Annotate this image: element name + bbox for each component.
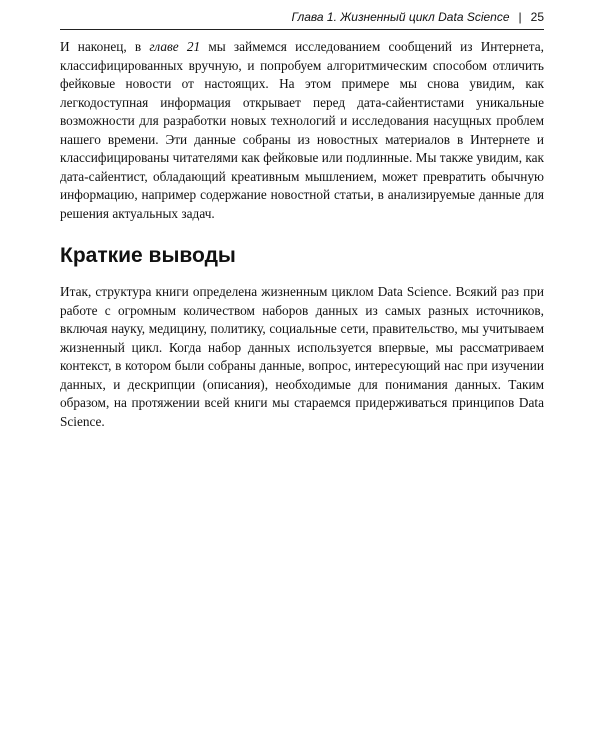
body-paragraph-2: Итак, структура книги определена жизненным циклом Data Science. Всякий раз при работе с огромным количеством наборов данных из самых разных источников, включая науку, медицину, политику, социальные сети, правительство, мы учитываем жизненный цикл. Когда набор данных используется впервые, мы рассматриваем контекст, в котором были собраны данные, вопрос, интересующий нас при изучении данных, и дескрипции (описания), необходимые для понимания данных. Таким образом, на протяжении всей книги мы стараемся придерживаться принципов Data Science. (60, 284, 544, 429)
paragraph-1-rest: мы займемся исследованием сообщений из Интернета, классифицированных вручную, и попробуем алгоритмическим способом отличить фейковые новости от настоящих. На этом примере мы снова увидим, как легкодоступная информация открывает перед дата-сайентистами уникальные возможности для разработки новых технологий и исследования насущных проблем нашего времени. Эти данные собраны из новостных материалов в Интернете и классифицированы читателями как фейковые или подлинные. Мы также увидим, как дата-сайентист, обладающий креативным мышлением, может превратить обычную информацию, например содержание новостной статьи, в анализируемые данные для решения актуальных задач. (60, 39, 544, 221)
chapter-title: Глава 1. Жизненный цикл Data Science (291, 10, 510, 24)
section-heading: Краткие выводы (60, 244, 236, 267)
chapter-reference: главе 21 (149, 39, 201, 54)
running-header (60, 7, 544, 30)
header-separator: | (518, 10, 522, 24)
paragraph-1-start: И наконец, в (60, 39, 150, 54)
body-paragraph-1 (60, 38, 544, 223)
page-number: 25 (530, 10, 544, 24)
page-content (60, 38, 544, 431)
